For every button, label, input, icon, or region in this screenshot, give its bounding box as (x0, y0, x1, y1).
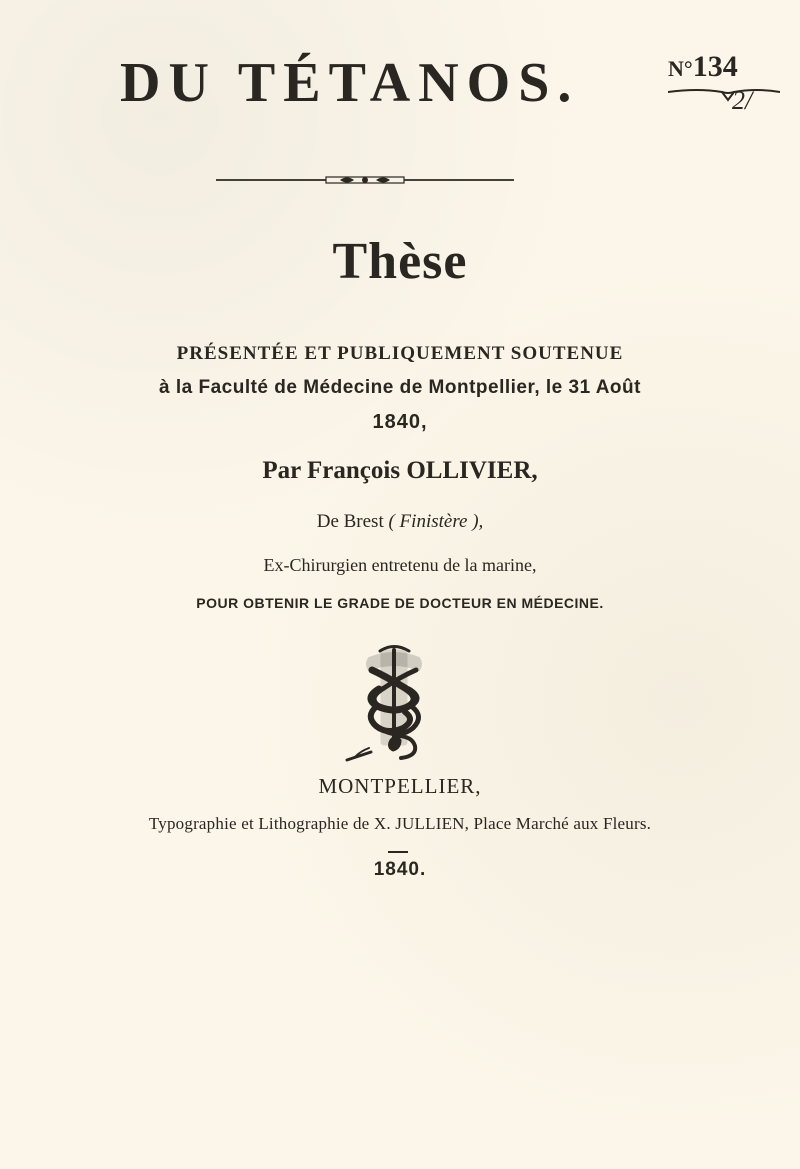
number-prefix: N° (668, 56, 693, 81)
presented-line: PRÉSENTÉE ET PUBLIQUEMENT SOUTENUE (176, 343, 624, 364)
origin-line (0, 512, 800, 531)
small-divider (388, 851, 408, 853)
faculty-line: à la Faculté de Médecine de Montpellier, le 31 Août (159, 377, 641, 398)
caduceus-vignette-icon (329, 640, 459, 765)
author-role: Ex-Chirurgien entretenu de la marine, (263, 555, 537, 575)
origin-place: ( Finistère ), (388, 511, 484, 532)
publication-year: 1840. (373, 859, 427, 880)
origin-prefix: De Brest (316, 511, 384, 532)
page-mark: 2/ (732, 86, 753, 115)
page-title: DU TÉTANOS. (120, 52, 580, 114)
ornamental-divider-icon (216, 174, 514, 186)
printer-line: Typographie et Lithographie de X. JULLIEN, Place Marché aux Fleurs. (148, 814, 652, 833)
these-heading: Thèse (332, 233, 468, 290)
publication-city: MONTPELLIER, (318, 774, 482, 798)
defense-year: 1840, (372, 411, 428, 433)
degree-purpose: POUR OBTENIR LE GRADE DE DOCTEUR EN MÉDECINE. (196, 595, 604, 611)
catalog-number (668, 52, 788, 82)
number-value: 134 (692, 50, 738, 83)
author-line: Par François OLLIVIER, (262, 457, 538, 484)
number-ornament-icon (668, 86, 780, 104)
